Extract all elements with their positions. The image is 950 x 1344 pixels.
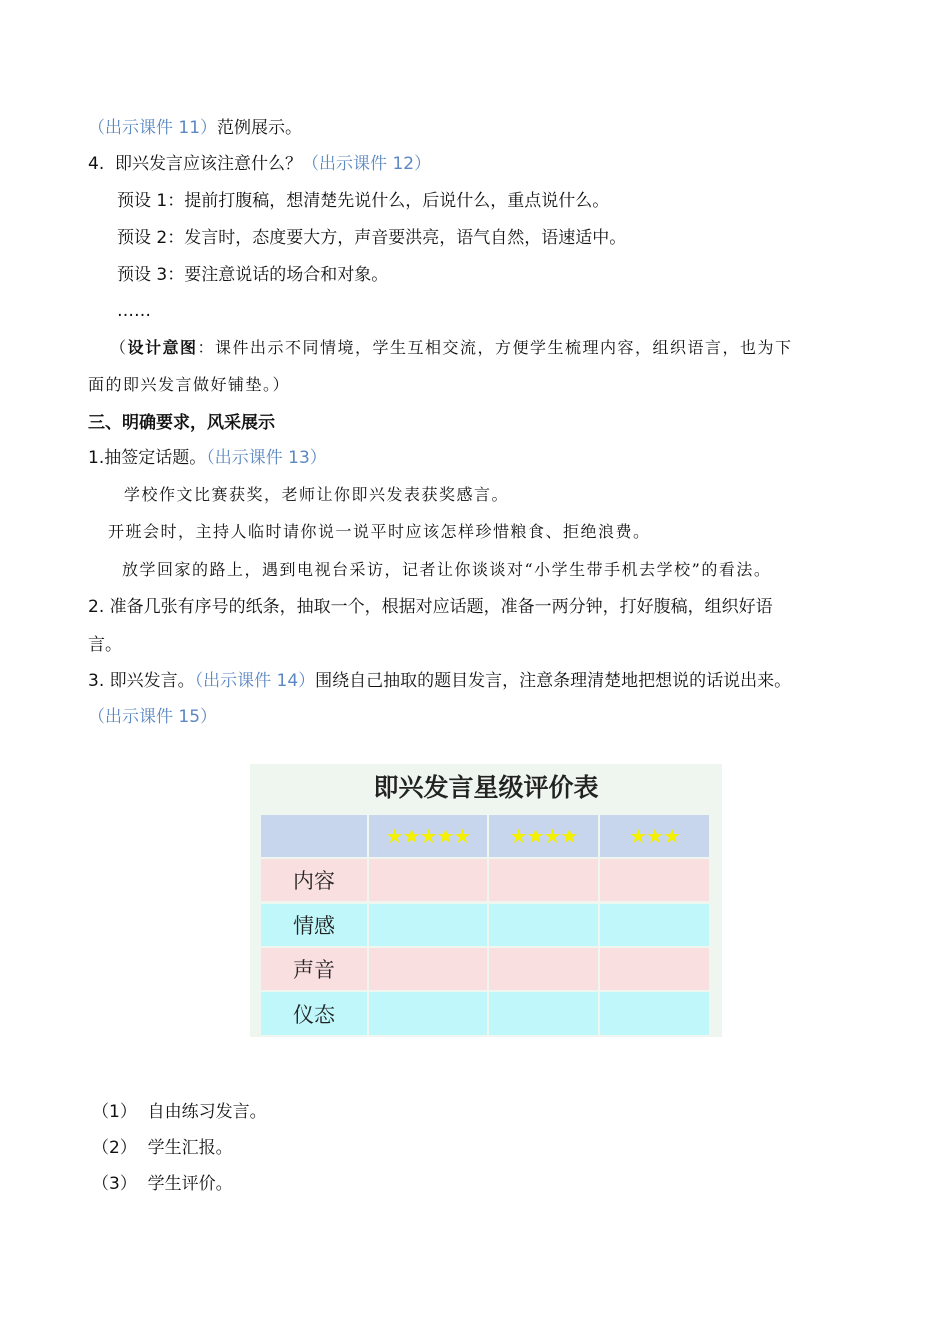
cell (489, 904, 598, 946)
header-cell-empty (261, 815, 367, 857)
rating-table-image (250, 764, 722, 1037)
text: （ (110, 338, 128, 357)
row-label-emotion: 情感 (261, 904, 367, 946)
step-2: 2. 准备几张有序号的纸条，抽取一个，根据对应话题，准备一两分钟，打好腹稿，组织好语 (88, 597, 773, 617)
header-four-stars: ★★★★ (489, 815, 598, 857)
item-number: （2） (92, 1138, 137, 1158)
sub-step-1 (92, 1100, 267, 1124)
text: 1.抽签定话题。 (88, 448, 207, 468)
item-number: （1） (92, 1102, 137, 1122)
design-intent-cont: 面的即兴发言做好铺垫。） (88, 375, 291, 394)
sub-step-3 (92, 1172, 233, 1196)
text: 范例展示。 (217, 118, 303, 138)
courseware-ref: （出示课件 14） (194, 671, 316, 691)
design-intent (110, 336, 793, 360)
text: 3. 即兴发言。 (88, 671, 195, 691)
courseware-ref: （出示课件 12） (302, 154, 432, 174)
ellipsis: …… (117, 301, 151, 321)
section-heading: 三、明确要求，风采展示 (88, 413, 275, 433)
topic-1: 学校作文比赛获奖，老师让你即兴发表获奖感言。 (124, 485, 510, 504)
cell (489, 992, 598, 1035)
step-1 (88, 446, 327, 470)
text: ：课件出示不同情境，学生互相交流，方便学生梳理内容，组织语言，也为下 (197, 338, 793, 357)
row-label-manner: 仪态 (261, 992, 367, 1035)
step-2-cont: 言。 (88, 635, 122, 655)
header-three-stars: ★★★ (600, 815, 709, 857)
question-4 (88, 152, 431, 176)
courseware-ref: （出示课件 11） (88, 118, 218, 138)
cell (369, 904, 487, 946)
text: 学生评价。 (147, 1174, 233, 1194)
sub-step-2 (92, 1136, 233, 1160)
cell (369, 859, 487, 901)
courseware-ref-15: （出示课件 15） (88, 707, 218, 727)
cell (600, 859, 709, 901)
topic-3: 放学回家的路上，遇到电视台采访，记者让你谈谈对“小学生带手机去学校”的看法。 (122, 560, 772, 579)
step-3 (88, 669, 791, 693)
preset-2: 预设 2：发言时，态度要大方，声音要洪亮，语气自然，语速适中。 (117, 228, 627, 248)
cell (489, 859, 598, 901)
item-number: （3） (92, 1174, 137, 1194)
text: 自由练习发言。 (147, 1102, 267, 1122)
rating-table-title: 即兴发言星级评价表 (373, 773, 599, 802)
row-label-content: 内容 (261, 859, 367, 901)
courseware-ref: （出示课件 13） (206, 448, 327, 468)
cell (369, 992, 487, 1035)
cell (369, 948, 487, 990)
cell (600, 948, 709, 990)
cell (600, 992, 709, 1035)
preset-3: 预设 3：要注意说话的场合和对象。 (117, 265, 389, 285)
header-five-stars: ★★★★★ (369, 815, 487, 857)
text: 即兴发言应该注意什么？ (115, 154, 303, 174)
text: 学生汇报。 (147, 1138, 233, 1158)
cell (600, 904, 709, 946)
row-label-voice: 声音 (261, 948, 367, 990)
text: 围绕自己抽取的题目发言，注意条理清楚地把想说的话说出来。 (315, 671, 792, 691)
cell (489, 948, 598, 990)
design-intent-label: 设计意图 (127, 338, 198, 357)
preset-1: 预设 1：提前打腹稿，想清楚先说什么，后说什么，重点说什么。 (117, 191, 610, 211)
item-number: 4. (88, 154, 105, 174)
courseware-line-11 (88, 116, 302, 140)
topic-2: 开班会时，主持人临时请你说一说平时应该怎样珍惜粮食、拒绝浪费。 (108, 522, 651, 541)
